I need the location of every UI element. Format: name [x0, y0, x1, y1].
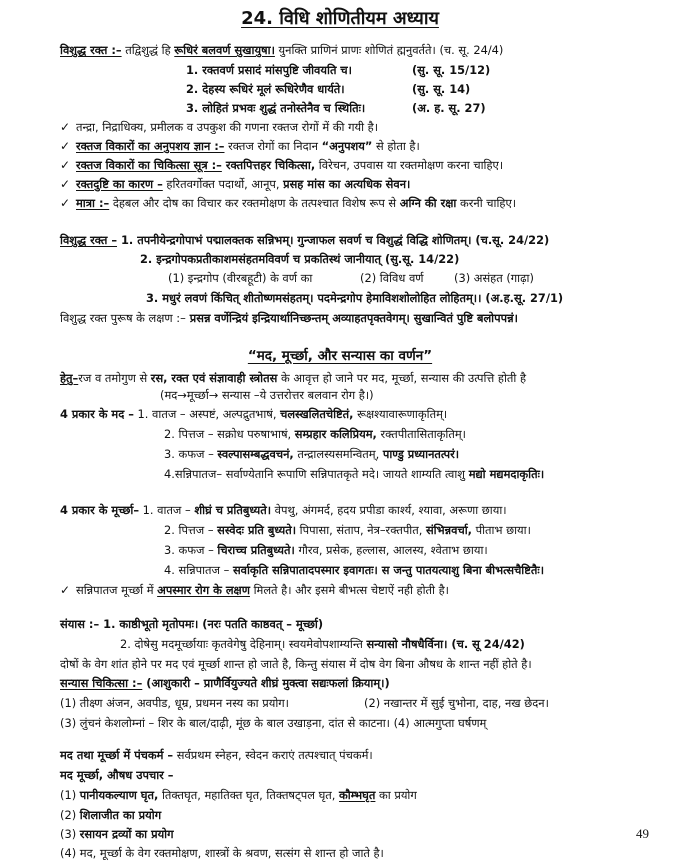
murchha-type-pittaja: 2. पित्तज – सस्वेदः प्रति बुध्यते। पिपासा, संताप, नेत्र–रक्तपीत, संभिन्नवर्चा, पीताभ छाया।	[164, 523, 531, 537]
checkmark-icon: ✓	[60, 158, 71, 172]
pure-blood-qualities: (1) इन्द्रगोप (वीरबहूटी) के वर्ण का (2) विविध वर्ण (3) असंहत (गाढ़ा)	[168, 271, 534, 285]
page-number: 49	[636, 826, 649, 841]
medicine-item-1: (1) पानीयकल्याण घृत, तिक्तघृत, महातिक्त घृत, तिक्तषट्पल घृत, कौम्भघृत का प्रयोग	[60, 788, 417, 802]
medicine-treatment-heading: मद मूर्च्छा, औषध उपचार –	[60, 768, 174, 782]
bullet-dose: ✓ मात्रा :– देहबल और दोष का विचार कर रक्तमोक्षण के तत्पश्चात विशेष रूप से अग्नि की रक्षा करनी चाहिए।	[60, 196, 517, 210]
mada-type-pittaja: 2. पित्तज – सक्रोध परुषाभाषं, सम्प्रहार कलिप्रियम, रक्तपीतासिताकृतिम्।	[164, 427, 466, 441]
bullet-raktaja-diseases: ✓ तन्द्रा, निद्राधिक्य, प्रमीलक व उपकुश की गणना रक्तज रोगों में की गयी है।	[60, 120, 379, 134]
pure-blood-person-signs: विशुद्ध रक्त पुरूष के लक्षण :– प्रसन्न वर्णेन्द्रियं इन्द्रियार्थानिच्छन्तम् अव्याहतपृक्तवेगम्। सुखान्वितं पुष्टि बलोपपन्नं।	[60, 311, 518, 325]
pure-blood-verse-1: विशुद्ध रक्त – 1. तपनीयेन्द्रगोपाभं पद्मालक्तक सन्निभम्। गुन्जाफल सवर्ण च विशुद्धं विद्धि शोणितम्। (च.सू. 24/22)	[60, 233, 550, 247]
sanyasa-verse: 2. दोषेसु मदमूर्च्छायाः कृतवेगेषु देहिनाम्। स्वयमेवोपशाम्यन्ति सन्यासो नौषधैर्विना। (च. सू 24/42)	[120, 637, 525, 651]
bullet-sannipataja-note: ✓ सन्निपातज मूर्च्छा में अपस्मार रोग के लक्षण मिलते है। और इसमे बीभत्स चेष्टाऐं नही होती है।	[60, 583, 449, 597]
bullet-cause: ✓ रक्तदुष्टि का कारण – हरितवर्गोक्त पदार्थो, आनूप, प्रसह मांस का अत्यधिक सेवन।	[60, 177, 411, 191]
pure-blood-verse-2: 2. इन्द्रगोपकप्रतीकाशमसंहतमविवर्ण च प्रकतिस्थं जानीयात् (सु.सू. 14/22)	[140, 252, 460, 266]
mada-type-kaphaja: 3. कफज – स्वल्पासम्बद्धवचनं, तन्द्रालस्यसमन्वितम्, पाण्डु प्रध्यानतत्परं।	[164, 447, 460, 461]
medicine-item-2: (2) शिलाजीत का प्रयोग	[60, 808, 162, 822]
checkmark-icon: ✓	[60, 120, 71, 134]
mada-type-vataja: 4 प्रकार के मद – 1. वातज – अस्पष्टं, अल्पद्रुतभाषं, चलस्खलितचेष्टितं, रूक्षश्यावारूणाकृतिम्।	[60, 407, 448, 421]
sanyasa-treatment: सन्यास चिकित्सा :– (आशुकारी – प्राणैर्वियुज्यते शीघ्रं मुक्त्वा सद्यःफलां क्रियाम्।)	[60, 676, 390, 690]
hetu-line: हेतु–रज व तमोगुण से रस, रक्त एवं संज्ञावाही स्त्रोतस के आवृत्त हो जाने पर मद, मूर्च्छा, सन्यास की उत्पत्ति होती है	[60, 371, 527, 385]
verse-1: 1. रक्तवर्ण प्रसादं मांसपुष्टि जीवयति च। (सु. सू. 15/12)	[186, 63, 491, 77]
mada-type-sannipataja: 4.सन्निपातज– सर्वाण्येतानि रूपाणि सन्निपातकृते मदे। जायते शाम्यति त्वाशु मद्यो मद्यमदाकृतिः।	[164, 467, 545, 481]
sanyasa-definition: संयास :– 1. काष्ठीभूतो मृतोपमः। (नरः पतति काष्ठवत् – मूर्च्छा)	[60, 617, 324, 631]
hetu-progression: (मद→मूर्च्छा→ सन्यास –ये उत्तरोत्तर बलवान रोग है।)	[160, 388, 374, 402]
murchha-type-kaphaja: 3. कफज – चिराच्च प्रतिबुध्यते। गौरव, प्रसेक, हल्लास, आलस्य, श्वेताभ छाया।	[164, 543, 488, 557]
checkmark-icon: ✓	[60, 196, 71, 210]
medicine-item-3: (3) रसायन द्रव्यों का प्रयोग	[60, 827, 174, 841]
verse-2: 2. देहस्य रूधिरं मूलं रूधिरेणैव धार्यते। (सु. सू. 14)	[186, 82, 471, 96]
verse-3: 3. लोहितं प्रभवः शुद्धं तनोस्तेनैव च स्थितिः। (अ. ह. सू. 27)	[186, 101, 486, 115]
medicine-item-4: (4) मद, मूर्च्छा के वेग रक्तमोक्षण, शास्त्रों के श्रवण, सत्संग से शान्त हो जाते है।	[60, 846, 384, 860]
bullet-anupashaya: ✓ रक्तज विकारों का अनुपशय ज्ञान :– रक्तज रोगों का निदान “अनुपशय” से होता है।	[60, 139, 420, 153]
sanyasa-treatment-items-2: (3) लुंचनं केशलोम्नां – शिर के बाल/दाढ़ी, मूंछ के बाल उखाड़ना, दांत से काटना। (4) आत्मगुप्ता घर्षणम्	[60, 716, 487, 730]
section-heading-mada-murchha: “मद, मूर्च्छा, और सन्यास का वर्णन”	[247, 348, 433, 364]
pure-blood-verse-3: 3. मधुरं लवणं किंचित् शीतोष्णमसंहतम्। पदमेन्द्रगोप हेमाविशशोलोहित लोहितम्।। (अ.ह.सू. 27/1)	[146, 291, 564, 305]
checkmark-icon: ✓	[60, 583, 71, 597]
checkmark-icon: ✓	[60, 177, 71, 191]
panchakarma-line: मद तथा मूर्च्छा में पंचकर्म – सर्वप्रथम स्नेहन, स्वेदन कराएं तत्पश्चात् पंचकर्म।	[60, 748, 373, 762]
murchha-type-vataja: 4 प्रकार के मूर्च्छा– 1. वातज – शीघ्रं च प्रतिबुध्यते। वेपथु, अंगमर्द, हदय प्रपीडा कार्श्य, श्यावा, अरूणा छाया।	[60, 503, 507, 517]
checkmark-icon: ✓	[60, 139, 71, 153]
murchha-type-sannipataja: 4. सन्निपातज – सर्वाकृति सन्निपातादपस्मार इवागतः। स जन्तु पातयत्याशु बिना बीभत्सचैष्टितैः।	[164, 563, 545, 577]
pure-blood-definition: विशुद्ध रक्त :– तद्विशुद्धं हि रूधिरं बलवर्ण सुखायुषा। युनक्ति प्राणिनं प्राणः शोणितं ह्मनुवर्तते। (च. सू. 24/4)	[60, 43, 504, 57]
bullet-treatment-principle: ✓ रक्तज विकारों का चिकित्सा सूत्र :– रक्तपित्तहर चिकित्सा, विरेचन, उपवास या रक्तमोक्षण करना चाहिए।	[60, 158, 504, 172]
chapter-title: 24. विधि शोणितीयम अध्याय	[241, 8, 439, 29]
sanyasa-explanation: दोषों के वेग शांत होने पर मद एवं मूर्च्छा शान्त हो जाते है, किन्तु संयास में दोष वेग बिना औषध के शान्त नहीं होते है।	[60, 657, 532, 671]
sanyasa-treatment-items-1: (1) तीक्ष्ण अंजन, अवपीड, धूम्र, प्रधमन नस्य का प्रयोग। (2) नखान्तर में सुई चुभोना, दाह, नख छेदन।	[60, 696, 549, 710]
